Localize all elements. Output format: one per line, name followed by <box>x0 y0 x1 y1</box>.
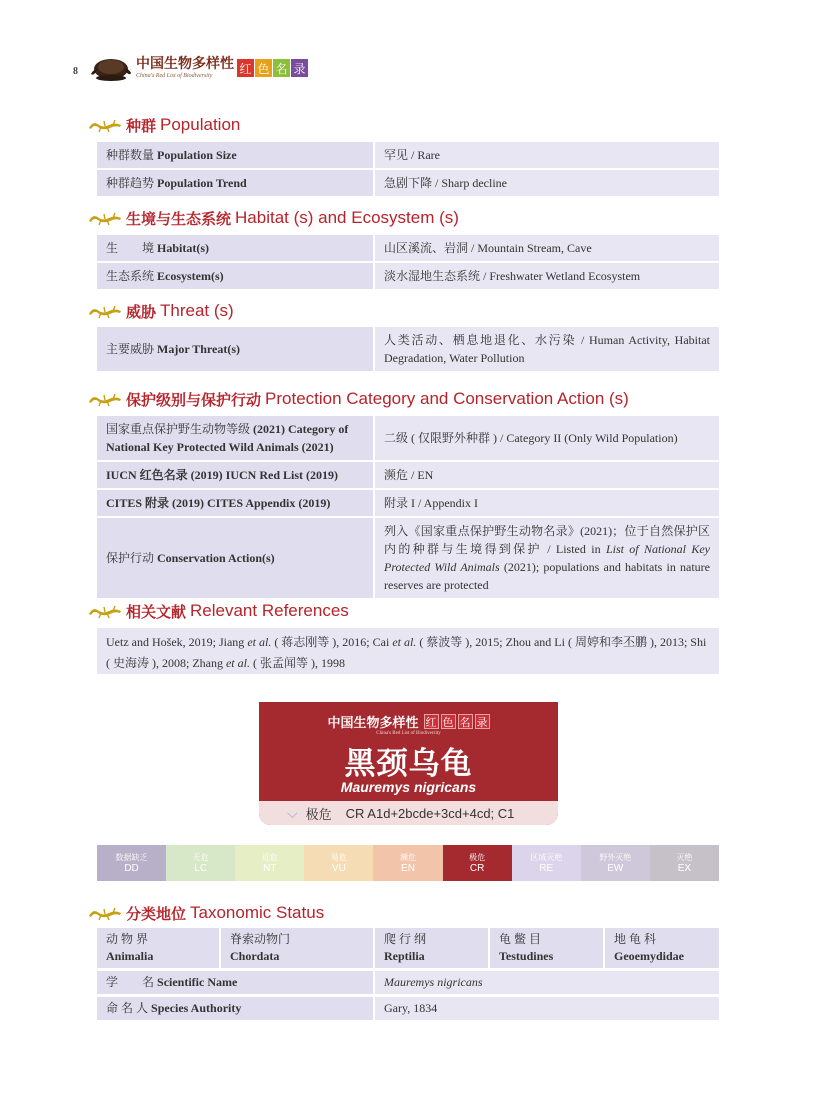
rank-class: 爬 行 纲 Reptilia <box>375 928 490 968</box>
section-heading-protection <box>87 388 629 410</box>
table-row <box>97 971 719 994</box>
scale-item-nt: 近危 NT <box>235 845 304 881</box>
red-list-char-boxes <box>237 59 309 77</box>
badge-brand: 中国生物多样性 <box>327 716 419 731</box>
scale-item-ex: 灭绝 EX <box>650 845 719 881</box>
section-title-en: Protection Category and Conservation Action (s) <box>265 389 629 408</box>
gecko-icon <box>87 209 123 227</box>
row-value: Mauremys nigricans <box>375 971 719 994</box>
row-value: 淡水湿地生态系统 / Freshwater Wetland Ecosystem <box>375 263 719 289</box>
category-scale <box>97 845 719 881</box>
table-row <box>97 997 719 1020</box>
table-row <box>97 263 719 289</box>
rank-order: 龟 鳖 目 Testudines <box>490 928 605 968</box>
section-title-cn: 相关文献 <box>126 602 187 621</box>
section-title-en: Threat (s) <box>160 301 234 320</box>
taxonomy-ranks-row <box>97 928 719 968</box>
gecko-icon <box>87 602 123 620</box>
scale-item-lc: 无危 LC <box>166 845 235 881</box>
row-value: Gary, 1834 <box>375 997 719 1020</box>
rank-phylum: 脊索动物门 Chordata <box>221 928 375 968</box>
scale-item-en: 濒危 EN <box>373 845 442 881</box>
table-row <box>97 142 719 168</box>
row-key: CITES 附录 (2019) CITES Appendix (2019) <box>97 490 375 516</box>
badge-red-boxes <box>422 714 490 729</box>
gecko-icon <box>87 390 123 408</box>
turtle-logo-icon <box>90 54 132 82</box>
row-value: 罕见 / Rare <box>375 142 719 168</box>
header-logo <box>90 54 309 82</box>
table-row <box>97 327 719 371</box>
section-title-en: Population <box>160 115 241 134</box>
scale-item-dd: 数据缺乏 DD <box>97 845 166 881</box>
badge-char-box: 名 <box>459 715 471 729</box>
row-key: 学 名 Scientific Name <box>97 971 375 994</box>
page-number: 8 <box>73 66 78 77</box>
badge-char-box: 色 <box>442 715 454 729</box>
table-row <box>97 170 719 196</box>
row-value: 濒危 / EN <box>375 462 719 488</box>
chevron-down-icon: ⌵ <box>287 804 298 821</box>
rank-kingdom: 动 物 界 Animalia <box>97 928 221 968</box>
red-char-box: 录 <box>291 59 308 77</box>
row-key: 生 境 Habitat(s) <box>97 235 375 261</box>
red-char-box: 色 <box>255 59 272 77</box>
habitat-table <box>97 233 719 291</box>
section-heading-references <box>87 600 349 622</box>
status-code: CR A1d+2bcde+3cd+4cd; C1 <box>345 805 515 821</box>
row-value: 山区溪流、岩洞 / Mountain Stream, Cave <box>375 235 719 261</box>
row-key: 种群数量 Population Size <box>97 142 375 168</box>
rank-family: 地 龟 科 Geoemydidae <box>605 928 719 968</box>
row-key: 保护行动 Conservation Action(s) <box>97 518 375 598</box>
section-title-en: Taxonomic Status <box>190 903 325 922</box>
table-row <box>97 462 719 488</box>
species-name-sci: Mauremys nigricans <box>340 779 477 795</box>
row-key: 国家重点保护野生动物等级 (2021) Category of National Key Protected Wild Animals (2021) <box>97 416 375 460</box>
row-key: 主要威胁 Major Threat(s) <box>97 327 375 371</box>
section-title-cn: 威胁 <box>126 302 157 321</box>
section-heading-taxonomy <box>87 902 324 924</box>
scale-item-re: 区域灭绝 RE <box>512 845 581 881</box>
badge-char-box: 录 <box>476 715 488 729</box>
row-key: 命 名 人 Species Authority <box>97 997 375 1020</box>
species-status-badge <box>259 702 558 825</box>
row-value: 急剧下降 / Sharp decline <box>375 170 719 196</box>
references-text: Uetz and Hošek, 2019; Jiang et al. ( 蒋志刚等 ), 2016; Cai et al. ( 蔡波等 ), 2015; Zhou and Li ( 周婷和李丕鹏 ), 2013; Shi ( 史海涛 ), 2008; Zhang et al. ( 张孟闻等 ), 1998 <box>97 628 719 674</box>
threat-table <box>97 325 719 373</box>
table-row <box>97 416 719 460</box>
red-char-box: 名 <box>273 59 290 77</box>
badge-char-box: 红 <box>425 715 437 729</box>
badge-subtitle: China's Red List of Biodiversity <box>376 731 441 736</box>
table-row <box>97 490 719 516</box>
brand-title: 中国生物多样性 <box>136 56 234 72</box>
section-title-en: Relevant References <box>190 601 349 620</box>
taxonomy-table <box>97 928 719 1020</box>
row-key: 生态系统 Ecosystem(s) <box>97 263 375 289</box>
row-value: 人类活动、栖息地退化、水污染 / Human Activity, Habitat Degradation, Water Pollution <box>375 327 719 371</box>
section-title-cn: 种群 <box>126 116 157 135</box>
scale-item-vu: 易危 VU <box>304 845 373 881</box>
section-heading-population <box>87 114 240 136</box>
row-value: 列入《国家重点保护野生动物名录》(2021)；位于自然保护区内的种群与生境得到保护 / Listed in List of National Key Protected Wild Animals (2021); populations and habitats in nature reserves are protected <box>375 518 719 598</box>
protection-table <box>97 414 719 600</box>
red-char-box: 红 <box>237 59 254 77</box>
gecko-icon <box>87 302 123 320</box>
row-key: IUCN 红色名录 (2019) IUCN Red List (2019) <box>97 462 375 488</box>
table-row <box>97 518 719 598</box>
population-table <box>97 140 719 198</box>
scale-item-ew: 野外灭绝 EW <box>581 845 650 881</box>
section-heading-threat <box>87 300 234 322</box>
section-title-cn: 分类地位 <box>126 904 187 923</box>
scale-item-cr: 极危 CR <box>443 845 512 881</box>
species-name-cn: 黑颈乌龟 <box>344 746 473 782</box>
gecko-icon <box>87 116 123 134</box>
row-key: 种群趋势 Population Trend <box>97 170 375 196</box>
row-value: 附录 I / Appendix I <box>375 490 719 516</box>
section-title-cn: 保护级别与保护行动 <box>126 390 262 409</box>
section-title-cn: 生境与生态系统 <box>126 209 232 228</box>
section-title-en: Habitat (s) and Ecosystem (s) <box>235 208 459 227</box>
status-bar <box>259 801 558 825</box>
row-value: 二级 ( 仅限野外种群 ) / Category II (Only Wild Population) <box>375 416 719 460</box>
status-cn: 极危 <box>305 806 332 822</box>
table-row <box>97 235 719 261</box>
gecko-icon <box>87 904 123 922</box>
brand-subtitle: China's Red List of Biodiversity <box>136 72 213 79</box>
section-heading-habitat <box>87 207 459 229</box>
